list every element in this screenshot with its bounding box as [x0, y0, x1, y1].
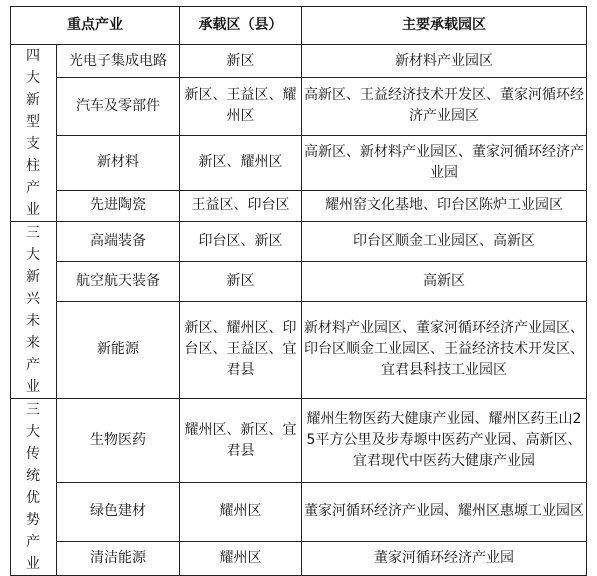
- table-row: [11, 222, 587, 262]
- area-cell: 印台区、新区: [180, 222, 302, 262]
- parks-cell: 印台区顺金工业园区、高新区: [302, 222, 587, 262]
- header-area: 承载区（县）: [180, 7, 302, 45]
- area-cell: 新区: [180, 45, 302, 78]
- parks-cell: 新材料产业园区、董家河循环经济产业园区、印台区顺金工业园区、王益经济技术开发区、宜君县科技工业园区: [302, 301, 587, 399]
- table-row: [11, 190, 587, 221]
- area-cell: 新区、耀州区: [180, 135, 302, 190]
- table-row: [11, 399, 587, 483]
- parks-cell: 董家河循环经济产业园: [302, 541, 587, 575]
- industry-table: [10, 6, 587, 576]
- category-cell: 三大新兴未来产业: [11, 222, 57, 399]
- area-cell: 新区: [180, 261, 302, 301]
- table-row: [11, 261, 587, 301]
- header-industry: 重点产业: [11, 7, 180, 45]
- area-cell: 耀州区: [180, 541, 302, 575]
- area-cell: 新区、耀州区、印台区、王益区、宜君县: [180, 301, 302, 399]
- parks-cell: 高新区、王益经济技术开发区、董家河循环经济产业园区: [302, 78, 587, 135]
- parks-cell: 董家河循环经济产业园、耀州区惠塬工业园区: [302, 483, 587, 542]
- area-cell: 新区、王益区、耀州区: [180, 78, 302, 135]
- industry-cell: 先进陶瓷: [57, 190, 180, 221]
- table-row: [11, 78, 587, 135]
- parks-cell: 新材料产业园区: [302, 45, 587, 78]
- table-row: [11, 541, 587, 575]
- industry-cell: 新材料: [57, 135, 180, 190]
- table-row: [11, 135, 587, 190]
- table-row: [11, 301, 587, 399]
- industry-cell: 航空航天装备: [57, 261, 180, 301]
- category-cell: 四大新型支柱产业: [11, 45, 57, 222]
- table-row: [11, 483, 587, 542]
- header-row: [11, 7, 587, 45]
- industry-cell: 绿色建材: [57, 483, 180, 542]
- industry-cell: 汽车及零部件: [57, 78, 180, 135]
- parks-cell: 耀州生物医药大健康产业园、耀州区药王山25平方公里及步寿塬中医药产业园、高新区、宜君现代中医药大健康产业园: [302, 399, 587, 483]
- industry-cell: 光电子集成电路: [57, 45, 180, 78]
- table-row: [11, 45, 587, 78]
- header-parks: 主要承载园区: [302, 7, 587, 45]
- category-cell: 三大传统优势产业: [11, 399, 57, 576]
- industry-cell: 清洁能源: [57, 541, 180, 575]
- area-cell: 耀州区、新区、宜君县: [180, 399, 302, 483]
- parks-cell: 高新区、新材料产业园区、董家河循环经济产业园: [302, 135, 587, 190]
- parks-cell: 耀州窑文化基地、印台区陈炉工业园区: [302, 190, 587, 221]
- area-cell: 王益区、印台区: [180, 190, 302, 221]
- area-cell: 耀州区: [180, 483, 302, 542]
- industry-cell: 高端装备: [57, 222, 180, 262]
- parks-cell: 高新区: [302, 261, 587, 301]
- industry-cell: 新能源: [57, 301, 180, 399]
- industry-cell: 生物医药: [57, 399, 180, 483]
